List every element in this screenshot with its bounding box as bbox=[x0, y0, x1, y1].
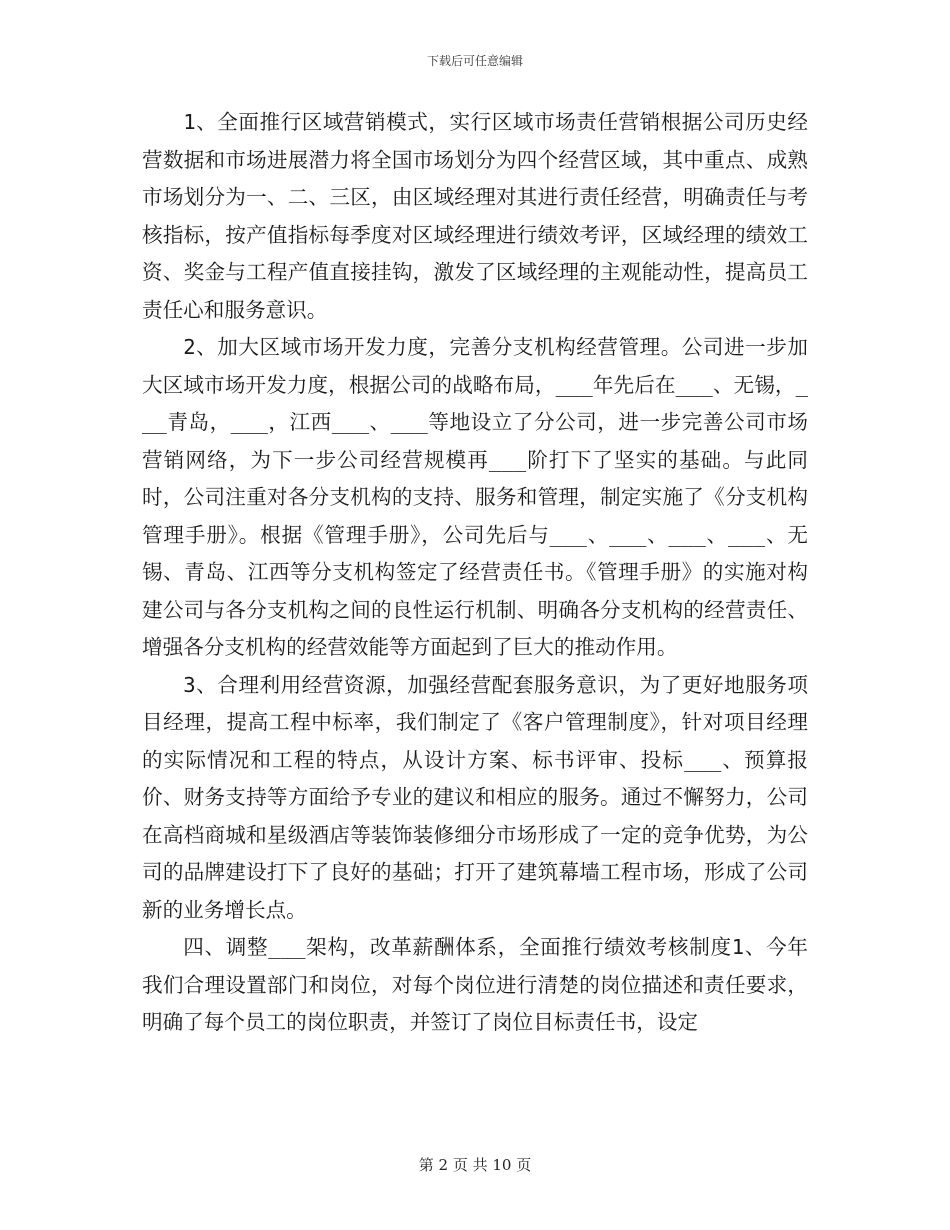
paragraph-structure-adjustment: 四、调整___架构，改革薪酬体系，全面推行绩效考核制度1、今年我们合理设置部门和岗位，对每个岗位进行清楚的岗位描述和责任要求，明确了每个员工的岗位职责，并签订了岗位目标责任书，设定 bbox=[142, 935, 808, 1034]
page-number: 第 2 页 共 10 页 bbox=[418, 1156, 532, 1174]
document-body bbox=[142, 104, 808, 1042]
paragraph-operating-resources: 3、合理利用经营资源，加强经营配套服务意识，为了更好地服务项目经理，提高工程中标率，我们制定了《客户管理制度》，针对项目经理的实际情况和工程的特点，从设计方案、标书评审、投标___、预算报价、财务支持等方面给予专业的建议和相应的服务。通过不懈努力，公司在高档商城和星级酒店等装饰装修细分市场形成了一定的竞争优势，为公司的品牌建设打下了良好的基础；打开了建筑幕墙工程市场，形成了公司新的业务增长点。 bbox=[142, 672, 808, 922]
paragraph-branch-management: 2、加大区域市场开发力度，完善分支机构经营管理。公司进一步加大区域市场开发力度，根据公司的战略布局，___年先后在___、无锡，___青岛，___，江西___、___等地设立了分公司，进一步完善公司市场营销网络，为下一步公司经营规模再___阶打下了坚实的基础。与此同时，公司注重对各分支机构的支持、服务和管理，制定实施了《分支机构管理手册》。根据《管理手册》，公司先后与___、___、___、___、无锡、青岛、江西等分支机构签定了经营责任书。《管理手册》的实施对构建公司与各分支机构之间的良性运行机制、明确各分支机构的经营责任、增强各分支机构的经营效能等方面起到了巨大的推动作用。 bbox=[142, 335, 808, 659]
page-header: 下载后可任意编辑 bbox=[426, 54, 523, 68]
paragraph-regional-marketing: 1、全面推行区域营销模式，实行区域市场责任营销根据公司历史经营数据和市场进展潜力将全国市场划分为四个经营区域，其中重点、成熟市场划分为一、二、三区，由区域经理对其进行责任经营，明确责任与考核指标，按产值指标每季度对区域经理进行绩效考评，区域经理的绩效工资、奖金与工程产值直接挂钩，激发了区域经理的主观能动性，提高员工责任心和服务意识。 bbox=[142, 110, 808, 322]
